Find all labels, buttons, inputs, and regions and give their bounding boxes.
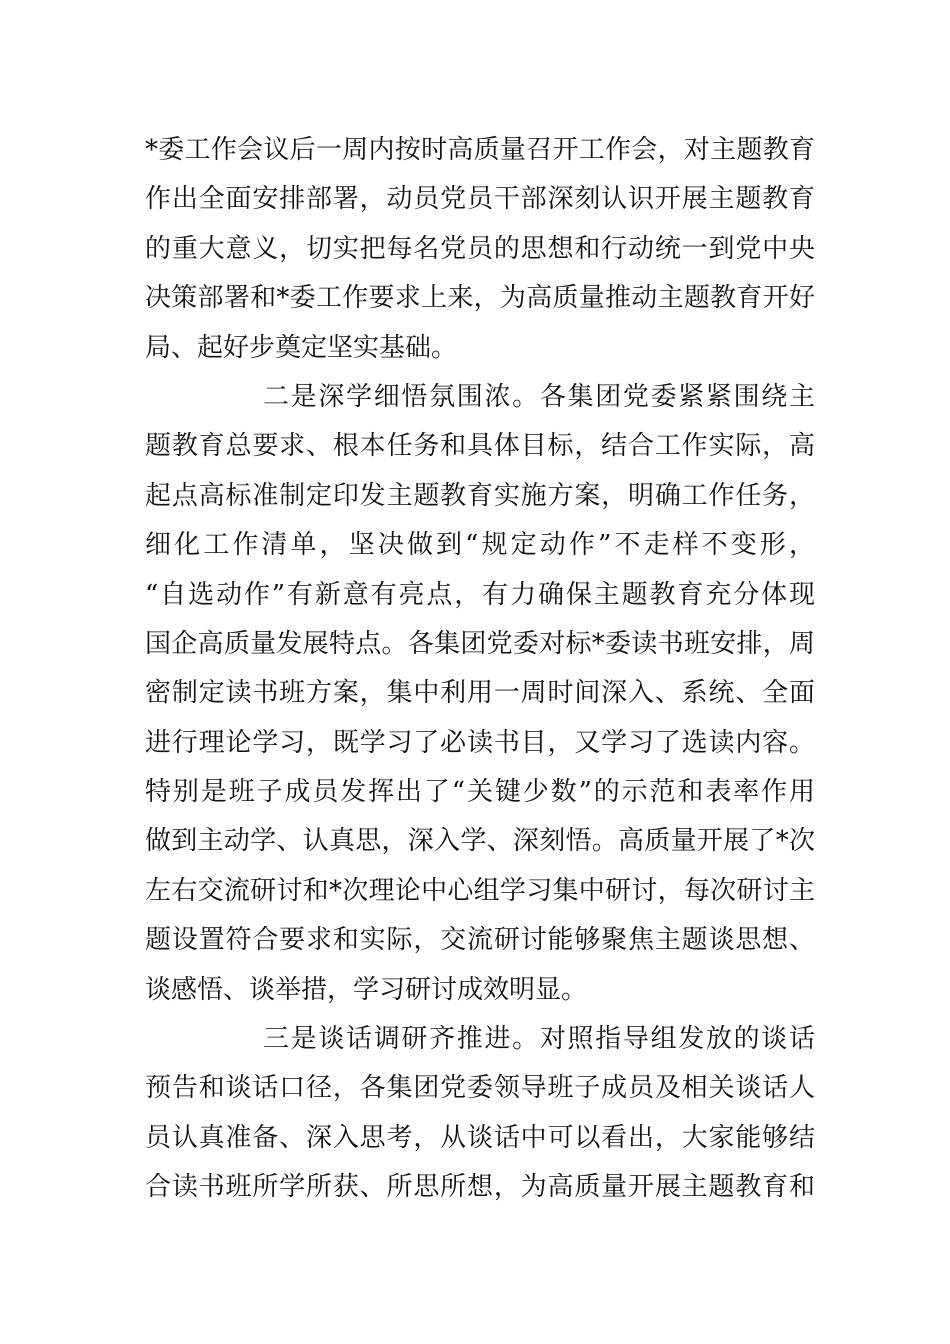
text-line: 谈感悟、谈举措，学习研讨成效明显。 bbox=[145, 974, 588, 1005]
text-line: 作出全面安排部署，动员党员干部深刻认识开展主题教育 bbox=[145, 184, 815, 215]
text-line: 国企高质量发展特点。各集团党委对标*委读书班安排，周 bbox=[145, 628, 815, 659]
text-line-indented: 三是谈话调研齐推进。对照指导组发放的谈话 bbox=[263, 1024, 815, 1055]
text-line: 预告和谈话口径，各集团党委领导班子成员及相关谈话人 bbox=[145, 1073, 815, 1104]
text-line: *委工作会议后一周内按时高质量召开工作会，对主题教育 bbox=[145, 135, 815, 165]
text-line: 决策部署和*委工作要求上来，为高质量推动主题教育开好 bbox=[145, 283, 815, 314]
paragraph-interviews bbox=[145, 1015, 815, 1213]
text-line: “自选动作”有新意有亮点，有力确保主题教育充分体现 bbox=[145, 579, 815, 610]
body-text bbox=[145, 126, 815, 1213]
text-line-indented: 二是深学细悟氛围浓。各集团党委紧紧围绕主 bbox=[263, 381, 815, 412]
text-line: 员认真准备、深入思考，从谈话中可以看出，大家能够结 bbox=[145, 1122, 815, 1153]
paragraph-continued bbox=[145, 126, 815, 373]
text-line: 局、起好步奠定坚实基础。 bbox=[145, 332, 458, 363]
text-line: 密制定读书班方案，集中利用一周时间深入、系统、全面 bbox=[145, 678, 815, 709]
text-line: 细化工作清单，坚决做到“规定动作”不走样不变形， bbox=[145, 530, 815, 561]
text-line: 特别是班子成员发挥出了“关键少数”的示范和表率作用 bbox=[145, 777, 815, 808]
paragraph-deep-study bbox=[145, 373, 815, 1015]
text-line: 做到主动学、认真思，深入学、深刻悟。高质量开展了*次 bbox=[145, 826, 815, 857]
text-line: 合读书班所学所获、所思所想，为高质量开展主题教育和 bbox=[145, 1172, 815, 1203]
text-line: 进行理论学习，既学习了必读书目，又学习了选读内容。 bbox=[145, 727, 815, 758]
text-line: 的重大意义，切实把每名党员的思想和行动统一到党中央 bbox=[145, 233, 815, 264]
text-line: 题设置符合要求和实际，交流研讨能够聚焦主题谈思想、 bbox=[145, 925, 815, 956]
text-line: 题教育总要求、根本任务和具体目标，结合工作实际，高 bbox=[145, 431, 815, 462]
text-line: 左右交流研讨和*次理论中心组学习集中研讨，每次研讨主 bbox=[145, 875, 815, 906]
text-line: 起点高标准制定印发主题教育实施方案，明确工作任务， bbox=[145, 480, 815, 511]
